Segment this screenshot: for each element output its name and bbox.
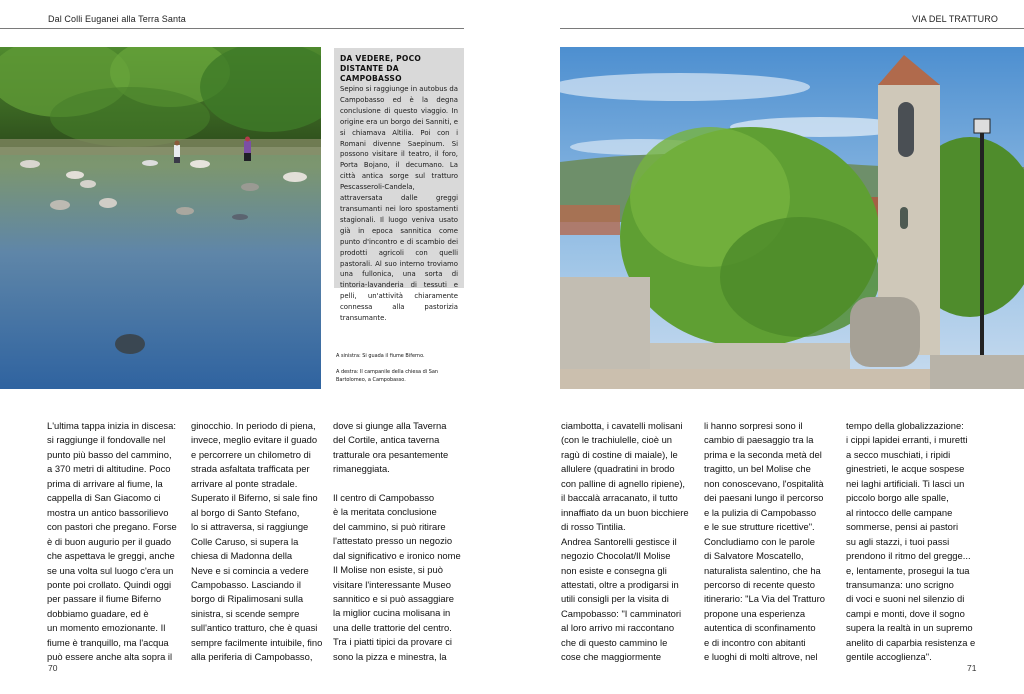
body-column-3 (333, 419, 468, 664)
running-head-left: Dal Colli Euganei alla Terra Santa (48, 14, 186, 24)
city-buildings (560, 205, 620, 235)
text-line: e, lentamente, prosegui la tua (846, 564, 970, 576)
paragraph (333, 419, 468, 477)
text-line: di Salvatore Moscatello, (704, 550, 804, 562)
text-line: alla periferia di Campobasso, (191, 651, 313, 663)
text-line: naturalista salentino, che ha (704, 564, 821, 576)
text-line: e percorrere un chilometro di (191, 448, 311, 460)
text-line: con palline di agnello ripiene), (561, 477, 686, 489)
text-line: a 370 metri di altitudine. Poco (47, 463, 171, 475)
bell-tower-illustration (560, 47, 1024, 389)
text-line: campi e monti, dove il sogno (846, 607, 965, 619)
text-line: di voci e suoni nel silenzio di (846, 593, 965, 605)
text-line: Neve e si comincia a vedere (191, 564, 309, 576)
stone-arch (850, 297, 920, 367)
text-line: itinerario: "La Via del Tratturo (704, 593, 825, 605)
text-line: non conoscevano, l'ospitalità (704, 477, 824, 489)
body-column-5 (704, 419, 844, 665)
text-line: e la pulizia di Campobasso (704, 506, 817, 518)
text-line: propone una esperienza (704, 607, 806, 619)
text-line: il baccalà arracanato, il tutto (561, 492, 678, 504)
rock-in-water (115, 334, 145, 354)
text-line: per passare il fiume Biferno (47, 593, 162, 605)
text-line: Concludiamo con le parole (704, 535, 816, 547)
body-column-1 (47, 419, 182, 665)
text-line: può essere anche alta sopra il (47, 651, 173, 663)
text-line: sempre facilmente intuibile, fino (191, 636, 323, 648)
paragraph (191, 419, 326, 665)
text-line: e le sue strutture ricettive". (704, 521, 815, 533)
stairs-wall (930, 355, 1024, 389)
text-line: tratturale ora pesantemente (333, 448, 449, 460)
text-line: sull'antico tratturo, che è quasi (191, 622, 318, 634)
text-line: su agli stazzi, i tuoi passi (846, 535, 950, 547)
text-line: dobbiamo guadare, ed è (47, 607, 149, 619)
text-line: cose che maggiormente (561, 651, 662, 663)
body-column-2 (191, 419, 326, 665)
text-line: a secco muschiati, i ripidi (846, 448, 951, 460)
text-line: negozio Chocolat/Il Molise (561, 550, 671, 562)
paragraph (561, 419, 701, 665)
text-line: borgo di Ripalimosani sulla (191, 593, 304, 605)
text-line: Campobasso. Lasciando il (191, 578, 301, 590)
text-line: di rosso Tintilia. (561, 521, 626, 533)
text-line: sono la pizza e minestra, la (333, 650, 447, 662)
text-line: Superato il Biferno, si sale fino (191, 492, 318, 504)
text-line: che di questo cammino le (561, 636, 668, 648)
bell-tower-photo (560, 47, 1024, 389)
text-line: prendono il ritmo del gregge... (846, 550, 971, 562)
text-line: ginocchio. In periodo di piena, (191, 420, 316, 431)
text-line: gentile accoglienza". (846, 651, 932, 663)
text-line: una delle trattorie del centro. (333, 621, 452, 633)
text-line: chiesa di Madonna della (191, 550, 293, 562)
hiker-1 (174, 141, 180, 164)
photo-captions (336, 352, 451, 392)
text-line: cambio di paesaggio tra la (704, 434, 814, 446)
text-line: Il Molise non esiste, si può (333, 564, 443, 576)
text-line: sommerse, pensi ai pastori (846, 521, 959, 533)
text-line: sannitico e si può assaggiare (333, 592, 454, 604)
text-line: ragù di costine di maiale), le (561, 448, 678, 460)
text-line: dei paesani lungo il percorso (704, 492, 824, 504)
sidebar-body: Sepino si raggiunge in autobus da Campobasso ed è la degna conclusione di questo viaggio. In origine era un borgo dei Sanniti, e si chiamava Altilia. Poi con i Romani divenne Saepinum. Si possono visitare il teatro, il foro, Porta Bojano, il decumano. La città antica sorge sul tratturo Pescasseroli-Candela, attraversata dalle greggi transumanti nei loro spostamenti stagionali. Il luogo veniva usato già in epoca sannitica come punto d'incontro e di scambio dei prodotti agricoli con quelli pastorali. Al suo interno troviamo una fullonica, una sorta di tintoria-lavanderia di tessuti e pelli, un'attività chiaramente connessa alla pastorizia transumante. (340, 85, 458, 323)
text-line: visitare l'interessante Museo (333, 578, 451, 590)
paragraph (333, 491, 468, 664)
body-column-4 (561, 419, 701, 665)
text-line: strada asfaltata trafficata per (191, 463, 310, 475)
text-line: con pastori che pregano. Forse (47, 521, 177, 533)
text-line: un momento emozionante. Il (47, 622, 166, 634)
text-line: che aspettava le greggi, anche (47, 550, 175, 562)
text-line: invece, meglio evitare il guado (191, 434, 318, 446)
caption-left: A sinistra: Si guada il fiume Biferno. (336, 353, 425, 359)
text-line: e di incontro con abitanti (704, 636, 806, 648)
text-line: al rintocco delle campane (846, 506, 953, 518)
text-line: Andrea Santorelli gestisce il (561, 535, 677, 547)
text-line: L'ultima tappa inizia in discesa: (47, 420, 176, 431)
text-line: utili consigli per la visita di (561, 593, 669, 605)
text-line: non esiste e consegna gli (561, 564, 667, 576)
text-line: Il centro di Campobasso (333, 491, 435, 503)
text-line: se una volta sul luogo c'era un (47, 564, 174, 576)
text-line: i cippi lapidei erranti, i muretti (846, 434, 968, 446)
text-line: dal significativo e ironico nome (333, 549, 461, 561)
header-rule-right (560, 28, 1024, 29)
text-line: cappella di San Giacomo ci (47, 492, 161, 504)
text-line: percorso di recente questo (704, 578, 816, 590)
text-line: attestati, oltre a prodigarsi in (561, 578, 679, 590)
text-line: del cammino, si può ritirare (333, 520, 446, 532)
text-line: tempo della globalizzazione: (846, 420, 964, 431)
text-line: punto più basso del cammino, (47, 448, 172, 460)
bell-opening (898, 102, 914, 157)
text-line: si raggiunge il fondovalle nel (47, 434, 166, 446)
folio-left: 70 (48, 663, 58, 673)
text-line: (con le trachiulelle, cioè un (561, 434, 672, 446)
text-line: rimaneggiata. (333, 463, 390, 475)
caption-right: A destra: Il campanile della chiesa di San Bartolomeo, a Campobasso. (336, 368, 439, 383)
text-line: autentica di sconfinamento (704, 622, 816, 634)
paragraph (846, 419, 986, 665)
text-line: transumanza: uno scrigno (846, 578, 954, 590)
text-line: al loro arrivo mi raccontano (561, 622, 675, 634)
text-line: arrivare al ponte stradale. (191, 477, 298, 489)
text-line: li hanno sorpresi sono il (704, 420, 803, 431)
text-line: allulere (quadratini in brodo (561, 463, 675, 475)
text-line: lo si attraversa, si raggiunge (191, 521, 309, 533)
text-line: dove si giunge alla Taverna (333, 420, 447, 431)
text-line: fiume è tranquillo, ma l'acqua (47, 636, 169, 648)
text-line: Tra i piatti tipici da provare ci (333, 636, 452, 648)
text-line: tragitto, un bel Molise che (704, 463, 811, 475)
street-lamp-post (980, 127, 984, 357)
folio-right: 71 (967, 663, 977, 673)
text-line: supera la realtà in un supremo (846, 622, 973, 634)
text-line: ginestrieti, le acque sospese (846, 463, 965, 475)
body-column-6 (846, 419, 986, 665)
text-line: anelito di caparbia resistenza e (846, 636, 976, 648)
text-line: la miglior cucina molisana in (333, 607, 451, 619)
text-line: del Cortile, antica taverna (333, 434, 440, 446)
text-line: l'attestato presso un negozio (333, 535, 453, 547)
header-rule-left (0, 28, 464, 29)
text-line: piccolo borgo alle spalle, (846, 492, 949, 504)
sidebar-title: DA VEDERE, POCO DISTANTE DA CAMPOBASSO (340, 54, 421, 83)
street-lamp (974, 119, 990, 133)
text-line: è di buon augurio per il guado (47, 535, 172, 547)
paragraph (47, 419, 182, 665)
text-line: ponte poi crollato. Quindi oggi (47, 578, 172, 590)
text-line: ciambotta, i cavatelli molisani (561, 420, 683, 431)
text-line: sinistra, si scende sempre (191, 607, 300, 619)
text-line: innaffiato da un buon bicchiere (561, 506, 689, 518)
text-line: è la meritata conclusione (333, 506, 437, 518)
text-line: nei laghi artificiali. Ti lasci un (846, 477, 965, 489)
text-line: prima di arrivare al fiume, la (47, 477, 163, 489)
text-line: e luoghi di molti altrove, nel (704, 651, 818, 663)
text-line: Campobasso: "I camminatori (561, 607, 682, 619)
stone-parapet (650, 343, 850, 371)
river-illustration (0, 47, 321, 389)
text-line: al borgo di Santo Stefano, (191, 506, 300, 518)
text-line: prima e la seconda metà del (704, 448, 822, 460)
paragraph (704, 419, 844, 665)
text-line: Colle Caruso, si supera la (191, 535, 299, 547)
river-photo (0, 47, 321, 389)
sidebar-box-da-vedere (334, 48, 464, 323)
text-line: mostra un antico bassorilievo (47, 506, 169, 518)
running-head-right: VIA DEL TRATTURO (912, 14, 998, 24)
